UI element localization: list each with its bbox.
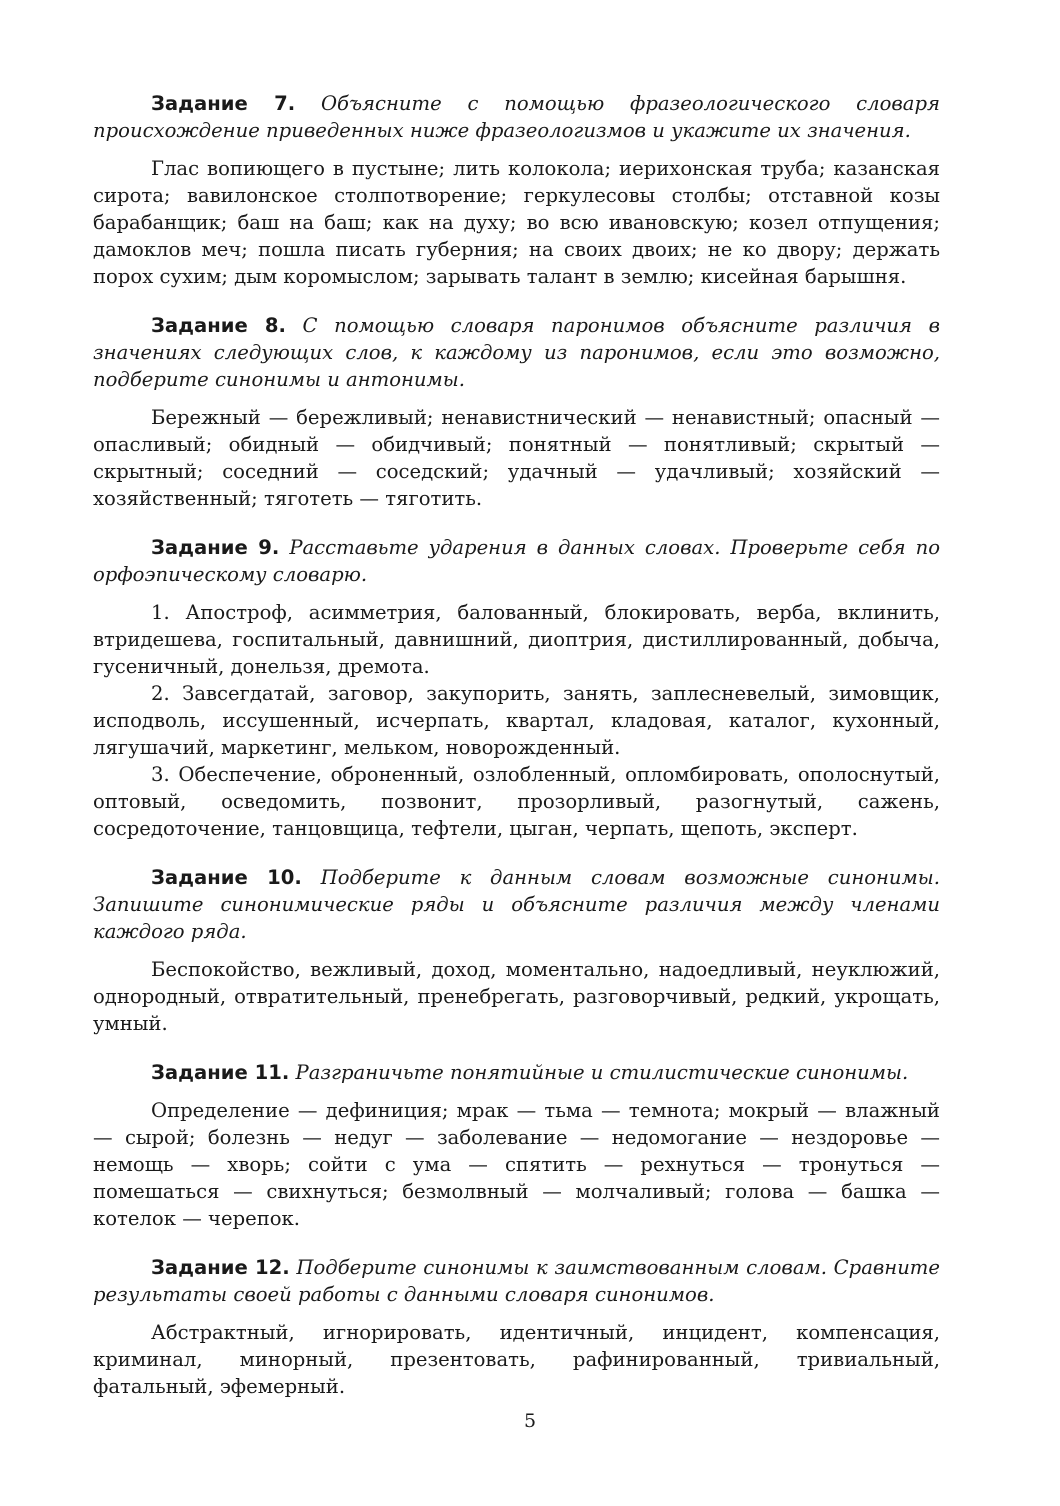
task-instruction: Разграничьте понятийные и стилистические синонимы. bbox=[295, 1061, 909, 1084]
task-heading bbox=[93, 312, 940, 393]
task-body: Глас вопиющего в пустыне; лить колокола; иерихонская труба; казанская сирота; вавилонское столпотворение; геркулесовы столбы; отставной козы барабанщик; баш на баш; как на духу; во всю ивановскую; козел отпущения; дамоклов меч; пошла писать губерния; на своих двоих; не ко двору; держать порох сухим; дым коромыслом; зарывать талант в землю; кисейная барышня. bbox=[93, 157, 940, 288]
task-body: Абстрактный, игнорировать, идентичный, инцидент, компенсация, криминал, минорный, презентовать, рафинированный, тривиальный, фатальный, эфемерный. bbox=[93, 1321, 940, 1398]
task-11 bbox=[93, 1059, 940, 1232]
task-9 bbox=[93, 534, 940, 842]
task-heading bbox=[93, 534, 940, 588]
task-heading bbox=[93, 1059, 940, 1086]
task-12 bbox=[93, 1254, 940, 1400]
task-label: Задание 11. bbox=[151, 1061, 290, 1084]
task-label: Задание 8. bbox=[151, 314, 286, 337]
page-number: 5 bbox=[523, 1410, 537, 1432]
task-instruction: Подберите к данным словам возможные синонимы. Запишите синонимические ряды и объясните различия между членами каждого ряда. bbox=[93, 866, 940, 943]
task-8 bbox=[93, 312, 940, 512]
word-list-1: 1. Апостроф, асимметрия, балованный, блокировать, верба, вклинить, втридешева, госпитальный, давнишний, диоптрия, дистиллированный, добыча, гусеничный, донельзя, дремота. bbox=[93, 601, 940, 678]
task-label: Задание 10. bbox=[151, 866, 302, 889]
task-label: Задание 7. bbox=[151, 92, 296, 115]
task-body: Беспокойство, вежливый, доход, моментально, надоедливый, неуклюжий, однородный, отвратительный, пренебрегать, разговорчивый, редкий, укрощать, умный. bbox=[93, 958, 940, 1035]
task-label: Задание 12. bbox=[151, 1256, 290, 1279]
task-7 bbox=[93, 90, 940, 290]
task-10 bbox=[93, 864, 940, 1037]
word-list-3: 3. Обеспечение, оброненный, озлобленный, опломбировать, ополоснутый, оптовый, осведомить, позвонит, прозорливый, разогнутый, сажень, сосредоточение, танцовщица, тефтели, цыган, черпать, щепоть, эксперт. bbox=[93, 763, 940, 840]
task-instruction: Подберите синонимы к заимствованным словам. Сравните результаты своей работы с данными словаря синонимов. bbox=[93, 1256, 940, 1306]
task-instruction: Объясните с помощью фразеологического словаря происхождение приведенных ниже фразеологизмов и укажите их значения. bbox=[93, 92, 940, 142]
task-instruction: Расставьте ударения в данных словах. Проверьте себя по орфоэпическому словарю. bbox=[93, 536, 940, 586]
word-list-2: 2. Завсегдатай, заговор, закупорить, занять, заплесневелый, зимовщик, исподволь, иссушенный, исчерпать, квартал, кладовая, каталог, кухонный, лягушачий, маркетинг, мельком, новорожденный. bbox=[93, 682, 940, 759]
document-page bbox=[93, 90, 940, 1422]
task-heading bbox=[93, 864, 940, 945]
task-heading bbox=[93, 1254, 940, 1308]
task-body: Бережный — бережливый; ненавистнический — ненавистный; опасный — опасливый; обидный — обидчивый; понятный — понятливый; скрытый — скрытный; соседний — соседский; удачный — удачливый; хозяйский — хозяйственный; тяготеть — тяготить. bbox=[93, 406, 940, 510]
task-label: Задание 9. bbox=[151, 536, 280, 559]
task-body: Определение — дефиниция; мрак — тьма — темнота; мокрый — влажный — сырой; болезнь — недуг — заболевание — недомогание — нездоровье — немощь — хворь; сойти с ума — спятить — рехнуться — тронуться — помешаться — свихнуться; безмолвный — молчаливый; голова — башка — котелок — черепок. bbox=[93, 1099, 940, 1230]
task-heading bbox=[93, 90, 940, 144]
task-instruction: С помощью словаря паронимов объясните различия в значениях следующих слов, к каждому из паронимов, если это возможно, подберите синонимы и антонимы. bbox=[93, 314, 940, 391]
